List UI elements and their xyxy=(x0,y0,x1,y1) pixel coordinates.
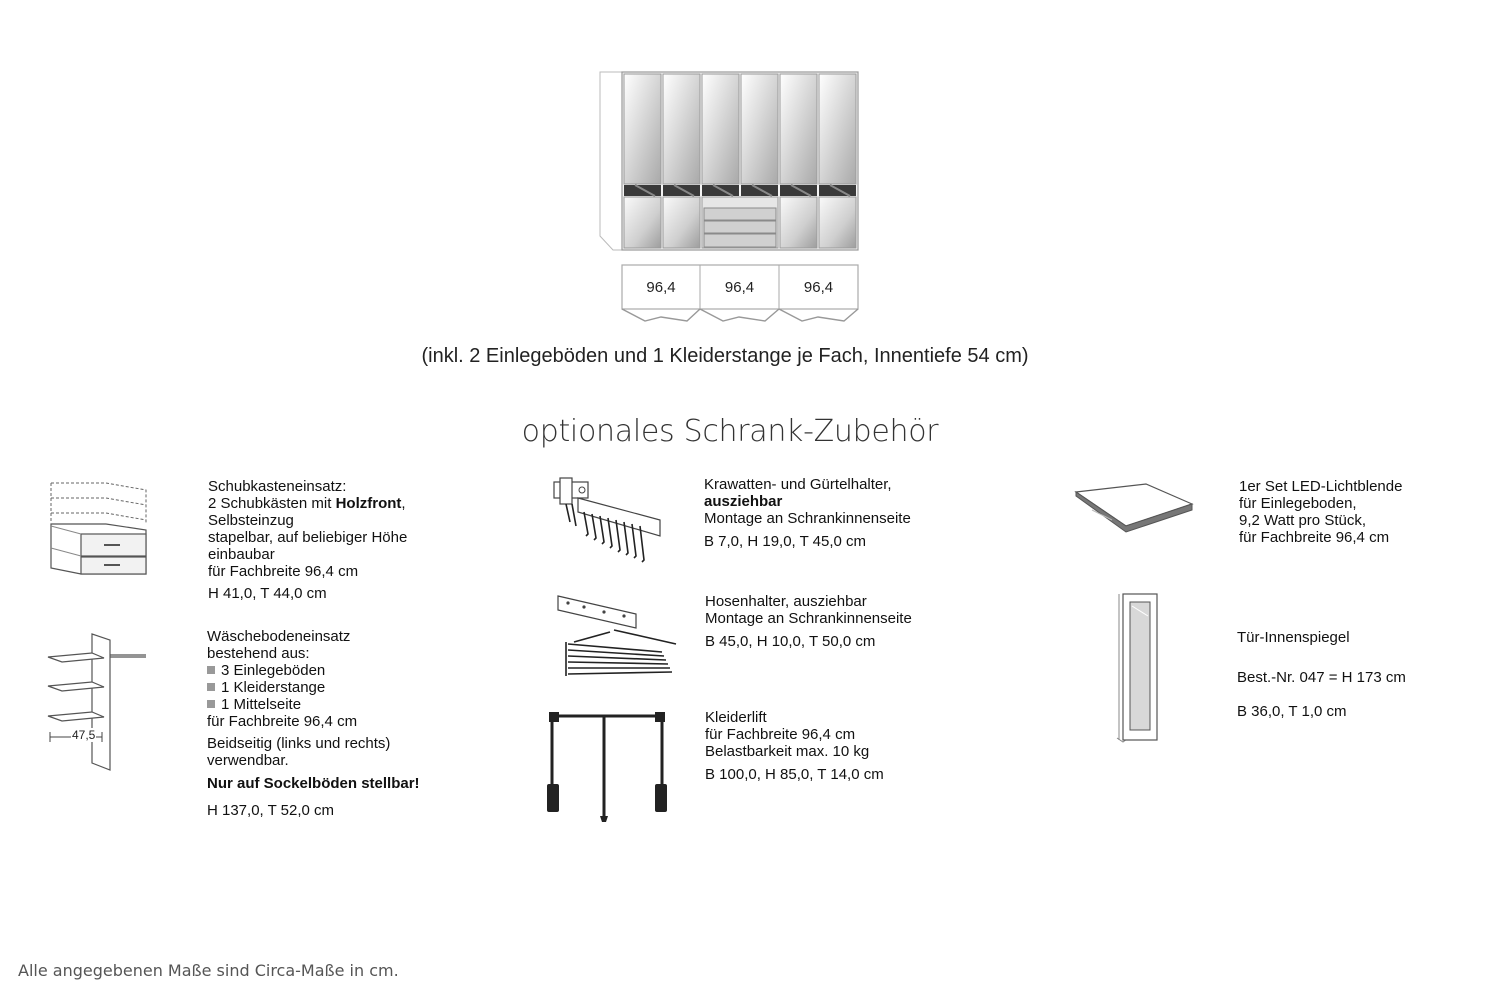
led-panel-title: 1er Set LED-Lichtblende xyxy=(1239,478,1403,495)
wardrobe-lift-load: Belastbarkeit max. 10 kg xyxy=(705,743,870,760)
trouser-holder-icon xyxy=(554,592,684,682)
led-panel-text xyxy=(1239,478,1402,546)
drawer-insert-soft-close: Selbsteinzug xyxy=(208,512,294,529)
tie-belt-holder-icon xyxy=(548,476,668,566)
shelf-insert-dims: H 137,0, T 52,0 cm xyxy=(207,802,335,819)
drawer-insert-dims: H 41,0, T 44,0 cm xyxy=(208,585,327,602)
led-panel-width: für Fachbreite 96,4 cm xyxy=(1239,529,1390,546)
section-heading: optionales Schrank-Zubehör xyxy=(521,414,939,449)
tie-belt-holder-text xyxy=(704,476,911,550)
wardrobe-width-2: 96,4 xyxy=(724,279,755,296)
wardrobe-lift-title: Kleiderlift xyxy=(705,709,767,726)
tie-belt-holder-mounting: Montage an Schrankinnenseite xyxy=(704,510,911,527)
trouser-holder-text xyxy=(705,593,912,650)
shelf-insert-icon xyxy=(44,630,154,775)
drawer-insert-front: 2 Schubkästen mit Holzfront, xyxy=(208,495,406,512)
shelf-insert-item-3: 1 Mittelseite xyxy=(207,696,420,713)
trouser-holder-dims: B 45,0, H 10,0, T 50,0 cm xyxy=(705,633,876,650)
wardrobe-lift-text xyxy=(705,709,884,783)
door-mirror-order: Best.-Nr. 047 = H 173 cm xyxy=(1237,669,1406,686)
shelf-insert-title: Wäschebodeneinsatz xyxy=(207,628,351,645)
tie-belt-holder-dims: B 7,0, H 19,0, T 45,0 cm xyxy=(704,533,867,550)
wardrobe-caption: (inkl. 2 Einlegeböden und 1 Kleiderstange je Fach, Innentiefe 54 cm) xyxy=(421,345,1029,367)
trouser-holder-title: Hosenhalter, ausziehbar xyxy=(705,593,867,610)
door-mirror-icon xyxy=(1113,590,1163,746)
shelf-insert-text xyxy=(207,628,420,819)
drawer-insert-installable: einbaubar xyxy=(208,546,275,563)
footer-note: Alle angegebenen Maße sind Circa-Maße in cm. xyxy=(18,961,399,980)
wardrobe-lift-dims: B 100,0, H 85,0, T 14,0 cm xyxy=(705,766,884,783)
door-mirror-dims: B 36,0, T 1,0 cm xyxy=(1237,703,1347,720)
wardrobe-lift-icon xyxy=(544,708,674,828)
wardrobe-lift-width: für Fachbreite 96,4 cm xyxy=(705,726,856,743)
shelf-insert-consists: bestehend aus: xyxy=(207,645,310,662)
led-shelf-panel-icon xyxy=(1072,480,1196,540)
drawer-insert-stackable: stapelbar, auf beliebiger Höhe xyxy=(208,529,408,546)
tie-belt-holder-extendable: ausziehbar xyxy=(704,493,783,510)
trouser-holder-mounting: Montage an Schrankinnenseite xyxy=(705,610,912,627)
led-panel-watt: 9,2 Watt pro Stück, xyxy=(1239,512,1366,529)
wardrobe-width-3: 96,4 xyxy=(803,279,834,296)
door-mirror-title: Tür-Innenspiegel xyxy=(1237,629,1350,646)
shelf-insert-item-1: 3 Einlegeböden xyxy=(207,662,420,679)
drawer-insert-width: für Fachbreite 96,4 cm xyxy=(208,563,359,580)
drawer-insert-title: Schubkasteneinsatz: xyxy=(208,478,347,495)
shelf-insert-dimension: 47,5 xyxy=(72,728,96,742)
wardrobe-width-1: 96,4 xyxy=(646,279,676,296)
shelf-insert-note-2: verwendbar. xyxy=(207,752,289,769)
shelf-insert-item-2: 1 Kleiderstange xyxy=(207,679,420,696)
drawer-insert-icon xyxy=(46,478,156,578)
shelf-insert-width: für Fachbreite 96,4 cm xyxy=(207,713,358,730)
shelf-insert-note-1: Beidseitig (links und rechts) xyxy=(207,735,391,752)
tie-belt-holder-title: Krawatten- und Gürtelhalter, xyxy=(704,476,892,493)
led-panel-for-shelf: für Einlegeboden, xyxy=(1239,495,1357,512)
drawer-insert-text xyxy=(208,478,407,602)
shelf-insert-warning: Nur auf Sockelböden stellbar! xyxy=(207,775,420,792)
